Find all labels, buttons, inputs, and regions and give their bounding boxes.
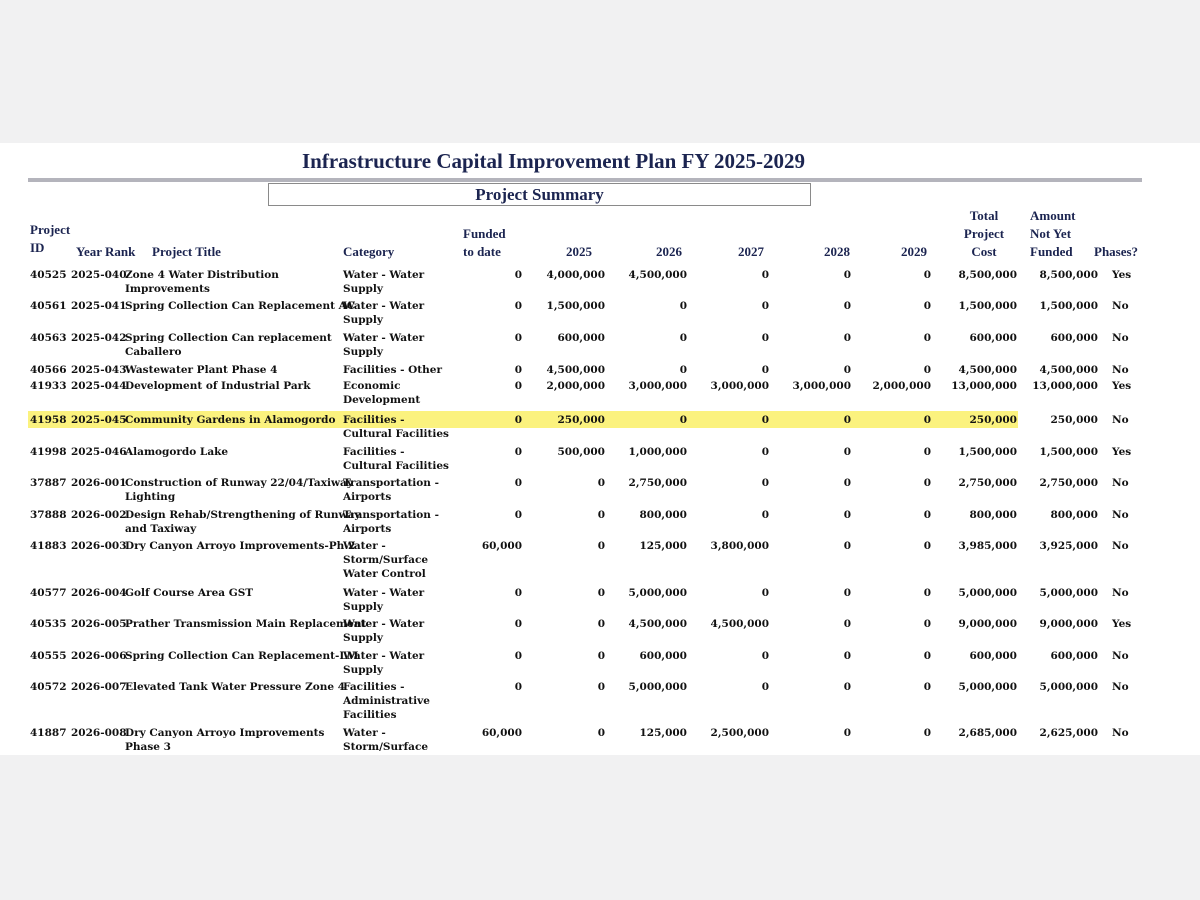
category-cell: Water - Water Supply	[343, 332, 425, 358]
category-cell: Water - Water Supply	[343, 269, 425, 295]
page-title: Infrastructure Capital Improvement Plan FY 2025-2029	[302, 149, 805, 173]
year-rank-cell: 2025-045	[71, 414, 127, 426]
amount-2027-cell: 3,000,000	[710, 380, 769, 392]
amount-2028-cell: 0	[843, 650, 851, 662]
amount-2027-cell: 2,500,000	[710, 727, 769, 739]
project-id-cell: 40555	[30, 650, 67, 662]
amount-2029-cell: 0	[923, 414, 931, 426]
year-rank-cell: 2026-008	[71, 727, 127, 739]
amount-not-yet-funded-cell: 600,000	[1050, 650, 1098, 662]
phases-cell: No	[1112, 650, 1129, 662]
phases-cell: No	[1112, 477, 1129, 489]
amount-2028-cell: 0	[843, 618, 851, 630]
amount-2025-cell: 1,500,000	[546, 300, 605, 312]
category-cell: Water - Water Supply	[343, 618, 425, 644]
year-rank-cell: 2025-046	[71, 446, 127, 458]
total-project-cost-cell: 1,500,000	[958, 446, 1017, 458]
amount-2025-cell: 0	[597, 587, 605, 599]
phases-cell: Yes	[1112, 618, 1132, 630]
amount-2029-cell: 0	[923, 681, 931, 693]
project-id-cell: 41998	[30, 446, 67, 458]
amount-2028-cell: 0	[843, 364, 851, 376]
phases-cell: No	[1112, 681, 1129, 693]
amount-2026-cell: 0	[679, 364, 687, 376]
amount-2028-cell: 0	[843, 540, 851, 552]
amount-not-yet-funded-cell: 5,000,000	[1039, 587, 1098, 599]
total-project-cost-cell: 2,685,000	[958, 727, 1017, 739]
amount-2028-cell: 0	[843, 446, 851, 458]
amount-2027-cell: 0	[761, 269, 769, 281]
amount-2027-cell: 0	[761, 332, 769, 344]
year-rank-cell: 2026-002	[71, 509, 127, 521]
year-rank-cell: 2026-001	[71, 477, 127, 489]
funded-to-date-cell: 0	[514, 364, 522, 376]
amount-2026-cell: 4,500,000	[628, 618, 687, 630]
amount-2026-cell: 0	[679, 300, 687, 312]
project-id-cell: 41887	[30, 727, 67, 739]
amount-2029-cell: 0	[923, 446, 931, 458]
project-title-cell: Development of Industrial Park	[125, 380, 311, 392]
project-id-cell: 37887	[30, 477, 67, 489]
project-title-cell: Elevated Tank Water Pressure Zone 4	[125, 681, 346, 693]
amount-2025-cell: 4,000,000	[546, 269, 605, 281]
phases-cell: No	[1112, 414, 1129, 426]
amount-not-yet-funded-cell: 4,500,000	[1039, 364, 1098, 376]
amount-2026-cell: 5,000,000	[628, 587, 687, 599]
amount-2026-cell: 0	[679, 332, 687, 344]
category-cell: Water - Storm/Surface Water Control	[343, 540, 429, 580]
total-project-cost-cell: 3,985,000	[958, 540, 1017, 552]
amount-2029-cell: 0	[923, 540, 931, 552]
amount-not-yet-funded-cell: 5,000,000	[1039, 681, 1098, 693]
section-subtitle: Project Summary	[268, 183, 811, 206]
category-cell: Economic Development	[343, 380, 421, 406]
amount-2025-cell: 0	[597, 509, 605, 521]
year-rank-cell: 2025-044	[71, 380, 127, 392]
project-title-cell: Spring Collection Can Replacement-LM	[125, 650, 359, 662]
funded-to-date-cell: 0	[514, 681, 522, 693]
funded-to-date-cell: 0	[514, 269, 522, 281]
total-project-cost-cell: 800,000	[969, 509, 1017, 521]
amount-2029-cell: 0	[923, 269, 931, 281]
amount-2028-cell: 0	[843, 509, 851, 521]
total-project-cost-cell: 5,000,000	[958, 681, 1017, 693]
header-amount-not-yet-funded: Amount Not Yet Funded	[1030, 208, 1076, 259]
amount-2027-cell: 0	[761, 650, 769, 662]
project-id-cell: 40577	[30, 587, 67, 599]
amount-not-yet-funded-cell: 800,000	[1050, 509, 1098, 521]
amount-2026-cell: 125,000	[639, 540, 687, 552]
amount-2025-cell: 0	[597, 618, 605, 630]
amount-not-yet-funded-cell: 13,000,000	[1032, 380, 1098, 392]
project-id-cell: 41933	[30, 380, 67, 392]
amount-2025-cell: 0	[597, 540, 605, 552]
funded-to-date-cell: 0	[514, 587, 522, 599]
amount-2025-cell: 4,500,000	[546, 364, 605, 376]
category-cell: Water - Water Supply	[343, 650, 425, 676]
amount-2027-cell: 0	[761, 414, 769, 426]
project-title-cell: Dry Canyon Arroyo Improvements-Ph 2	[125, 540, 356, 552]
project-id-cell: 40566	[30, 364, 67, 376]
amount-2025-cell: 0	[597, 477, 605, 489]
phases-cell: Yes	[1112, 446, 1132, 458]
amount-2027-cell: 0	[761, 446, 769, 458]
amount-2026-cell: 125,000	[639, 727, 687, 739]
header-2028: 2028	[824, 244, 850, 259]
project-title-cell: Spring Collection Can replacement Caballero	[125, 332, 332, 358]
header-total-project-cost: Total Project Cost	[963, 208, 1005, 259]
amount-not-yet-funded-cell: 600,000	[1050, 332, 1098, 344]
amount-2029-cell: 0	[923, 509, 931, 521]
amount-not-yet-funded-cell: 1,500,000	[1039, 300, 1098, 312]
category-cell: Facilities - Other	[343, 364, 442, 376]
category-cell: Transportation - Airports	[343, 477, 439, 503]
project-title-cell: Alamogordo Lake	[125, 446, 229, 458]
amount-2026-cell: 1,000,000	[628, 446, 687, 458]
funded-to-date-cell: 0	[514, 618, 522, 630]
amount-2027-cell: 0	[761, 477, 769, 489]
amount-2029-cell: 0	[923, 618, 931, 630]
funded-to-date-cell: 0	[514, 380, 522, 392]
total-project-cost-cell: 250,000	[969, 414, 1017, 426]
amount-2028-cell: 0	[843, 587, 851, 599]
amount-2028-cell: 0	[843, 681, 851, 693]
project-id-cell: 40572	[30, 681, 67, 693]
amount-not-yet-funded-cell: 2,625,000	[1039, 727, 1098, 739]
year-rank-cell: 2026-006	[71, 650, 127, 662]
header-funded-to-date: Funded to date	[463, 226, 506, 259]
amount-2028-cell: 0	[843, 727, 851, 739]
year-rank-cell: 2026-007	[71, 681, 127, 693]
funded-to-date-cell: 0	[514, 477, 522, 489]
category-cell: Transportation - Airports	[343, 509, 439, 535]
title-divider	[28, 178, 1142, 182]
year-rank-cell: 2025-043	[71, 364, 127, 376]
year-rank-cell: 2025-040	[71, 269, 127, 281]
amount-2025-cell: 2,000,000	[546, 380, 605, 392]
header-2026: 2026	[656, 244, 682, 259]
amount-2026-cell: 4,500,000	[628, 269, 687, 281]
phases-cell: No	[1112, 587, 1129, 599]
project-title-cell: Wastewater Plant Phase 4	[125, 364, 278, 376]
amount-2027-cell: 4,500,000	[710, 618, 769, 630]
amount-2028-cell: 3,000,000	[792, 380, 851, 392]
phases-cell: No	[1112, 540, 1129, 552]
total-project-cost-cell: 5,000,000	[958, 587, 1017, 599]
amount-2028-cell: 0	[843, 477, 851, 489]
amount-2029-cell: 0	[923, 650, 931, 662]
amount-2027-cell: 0	[761, 681, 769, 693]
amount-2025-cell: 0	[597, 650, 605, 662]
amount-2029-cell: 0	[923, 727, 931, 739]
phases-cell: No	[1112, 300, 1129, 312]
project-id-cell: 40535	[30, 618, 67, 630]
funded-to-date-cell: 60,000	[481, 727, 522, 739]
project-title-cell: Spring Collection Can Replacement AC	[125, 300, 356, 312]
category-cell: Water - Water Supply	[343, 587, 425, 613]
phases-cell: Yes	[1112, 269, 1132, 281]
amount-2027-cell: 0	[761, 509, 769, 521]
header-phases: Phases?	[1094, 244, 1139, 259]
phases-cell: No	[1112, 727, 1129, 739]
year-rank-cell: 2025-041	[71, 300, 127, 312]
amount-2027-cell: 3,800,000	[710, 540, 769, 552]
amount-2027-cell: 0	[761, 587, 769, 599]
amount-2027-cell: 0	[761, 364, 769, 376]
project-id-cell: 37888	[30, 509, 67, 521]
total-project-cost-cell: 13,000,000	[951, 380, 1017, 392]
header-project-id: Project ID	[30, 222, 71, 255]
amount-not-yet-funded-cell: 9,000,000	[1039, 618, 1098, 630]
header-2027: 2027	[738, 244, 764, 259]
header-2029: 2029	[901, 244, 927, 259]
amount-not-yet-funded-cell: 1,500,000	[1039, 446, 1098, 458]
funded-to-date-cell: 0	[514, 650, 522, 662]
amount-2026-cell: 5,000,000	[628, 681, 687, 693]
category-cell: Facilities - Cultural Facilities	[343, 446, 449, 472]
amount-2026-cell: 0	[679, 414, 687, 426]
amount-2028-cell: 0	[843, 300, 851, 312]
total-project-cost-cell: 4,500,000	[958, 364, 1017, 376]
funded-to-date-cell: 0	[514, 332, 522, 344]
category-cell: Water - Water Supply	[343, 300, 425, 326]
amount-2025-cell: 250,000	[557, 414, 605, 426]
year-rank-cell: 2026-005	[71, 618, 127, 630]
header-project-title: Project Title	[152, 244, 221, 259]
phases-cell: Yes	[1112, 380, 1132, 392]
amount-2025-cell: 0	[597, 681, 605, 693]
project-title-cell: Prather Transmission Main Replacement	[125, 618, 367, 630]
amount-2028-cell: 0	[843, 332, 851, 344]
header-category: Category	[343, 244, 395, 259]
amount-2029-cell: 2,000,000	[872, 380, 931, 392]
document-page	[0, 143, 1200, 755]
project-title-cell: Dry Canyon Arroyo Improvements Phase 3	[125, 727, 325, 753]
project-id-cell: 40563	[30, 332, 67, 344]
amount-not-yet-funded-cell: 250,000	[1050, 414, 1098, 426]
total-project-cost-cell: 9,000,000	[958, 618, 1017, 630]
project-title-cell: Golf Course Area GST	[125, 587, 254, 599]
project-id-cell: 40525	[30, 269, 67, 281]
total-project-cost-cell: 2,750,000	[958, 477, 1017, 489]
amount-not-yet-funded-cell: 3,925,000	[1039, 540, 1098, 552]
category-cell: Facilities - Cultural Facilities	[343, 414, 449, 440]
category-cell: Water - Storm/Surface	[343, 727, 429, 753]
funded-to-date-cell: 60,000	[481, 540, 522, 552]
phases-cell: No	[1112, 332, 1129, 344]
total-project-cost-cell: 1,500,000	[958, 300, 1017, 312]
amount-2026-cell: 2,750,000	[628, 477, 687, 489]
funded-to-date-cell: 0	[514, 509, 522, 521]
amount-2029-cell: 0	[923, 587, 931, 599]
project-title-cell: Zone 4 Water Distribution Improvements	[125, 269, 279, 295]
year-rank-cell: 2026-004	[71, 587, 127, 599]
total-project-cost-cell: 8,500,000	[958, 269, 1017, 281]
amount-2029-cell: 0	[923, 477, 931, 489]
funded-to-date-cell: 0	[514, 414, 522, 426]
header-2025: 2025	[566, 244, 592, 259]
amount-2029-cell: 0	[923, 332, 931, 344]
total-project-cost-cell: 600,000	[969, 650, 1017, 662]
amount-2025-cell: 0	[597, 727, 605, 739]
year-rank-cell: 2025-042	[71, 332, 127, 344]
header-year-rank: Year Rank	[76, 244, 136, 259]
amount-2028-cell: 0	[843, 414, 851, 426]
project-id-cell: 41958	[30, 414, 67, 426]
phases-cell: No	[1112, 364, 1129, 376]
project-title-cell: Construction of Runway 22/04/Taxiway Lighting	[125, 477, 353, 503]
amount-not-yet-funded-cell: 8,500,000	[1039, 269, 1098, 281]
amount-2029-cell: 0	[923, 300, 931, 312]
project-id-cell: 41883	[30, 540, 67, 552]
amount-2026-cell: 800,000	[639, 509, 687, 521]
year-rank-cell: 2026-003	[71, 540, 127, 552]
phases-cell: No	[1112, 509, 1129, 521]
amount-2028-cell: 0	[843, 269, 851, 281]
project-id-cell: 40561	[30, 300, 67, 312]
category-cell: Facilities - Administrative Facilities	[343, 681, 430, 721]
amount-2027-cell: 0	[761, 300, 769, 312]
funded-to-date-cell: 0	[514, 300, 522, 312]
amount-2025-cell: 500,000	[557, 446, 605, 458]
project-title-cell: Design Rehab/Strengthening of Runway and Taxiway	[125, 509, 361, 535]
amount-2029-cell: 0	[923, 364, 931, 376]
project-title-cell: Community Gardens in Alamogordo	[125, 414, 336, 426]
amount-2026-cell: 3,000,000	[628, 380, 687, 392]
amount-2026-cell: 600,000	[639, 650, 687, 662]
total-project-cost-cell: 600,000	[969, 332, 1017, 344]
funded-to-date-cell: 0	[514, 446, 522, 458]
amount-2025-cell: 600,000	[557, 332, 605, 344]
amount-not-yet-funded-cell: 2,750,000	[1039, 477, 1098, 489]
